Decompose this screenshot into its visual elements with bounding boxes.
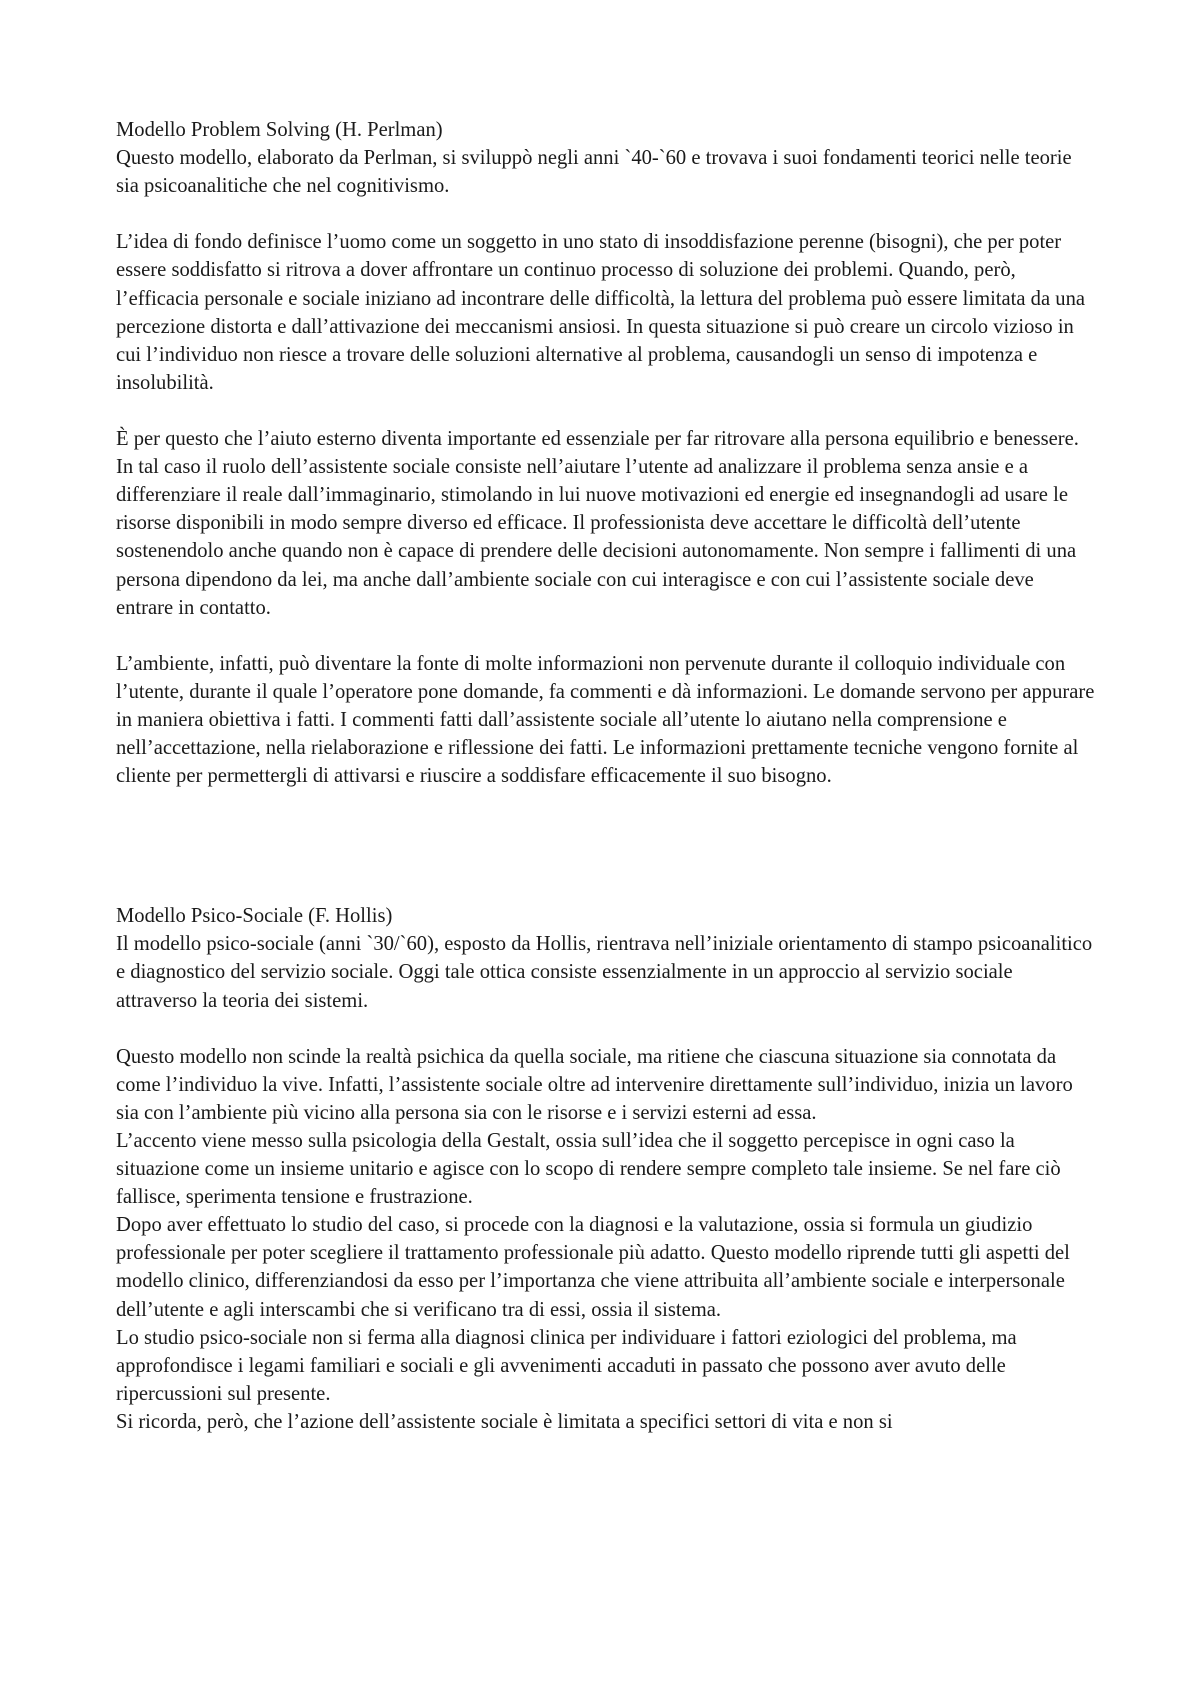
- paragraph: È per questo che l’aiuto esterno diventa importante ed essenziale per far ritrovare alla persona equilibrio e benessere. In tal caso il ruolo dell’assistente sociale consiste nell’aiutare l’utente ad analizzare il problema senza ansie e a differenziare il reale dall’immaginario, stimolando in lui nuove motivazioni ed energie ed insegnandogli ad usare le risorse disponibili in modo sempre diverso ed efficace. Il professionista deve accettare le difficoltà dell’utente sostenendolo anche quando non è capace di prendere delle decisioni autonomamente. Non sempre i fallimenti di una persona dipendono da lei, ma anche dall’ambiente sociale con cui interagisce e con cui l’assistente sociale deve entrare in contatto.: [116, 428, 1079, 619]
- paragraph: Il modello psico-sociale (anni `30/`60), esposto da Hollis, rientrava nell’iniziale orientamento di stampo psicoanalitico e diagnostico del servizio sociale. Oggi tale ottica consiste essenzialmente in un approccio al servizio sociale attraverso la teoria dei sistemi.: [116, 933, 1093, 1012]
- document-body: [116, 116, 1096, 1436]
- paragraph: Dopo aver effettuato lo studio del caso, si procede con la diagnosi e la valutazione, ossia si formula un giudizio professionale per poter scegliere il trattamento professionale più adatto. Questo modello riprende tutti gli aspetti del modello clinico, differenziandosi da esso per l’importanza che viene attribuita all’ambiente sociale e interpersonale dell’utente e agli interscambi che si verificano tra di essi, ossia il sistema.: [116, 1214, 1070, 1321]
- paragraph: L’accento viene messo sulla psicologia della Gestalt, ossia sull’idea che il soggetto percepisce in ogni caso la situazione come un insieme unitario e agisce con lo scopo di rendere sempre completo tale insieme. Se nel fare ciò fallisce, sperimenta tensione e frustrazione.: [116, 1130, 1061, 1209]
- paragraph: Questo modello non scinde la realtà psichica da quella sociale, ma ritiene che ciascuna situazione sia connotata da come l’individuo la vive. Infatti, l’assistente sociale oltre ad intervenire direttamente sull’individuo, inizia un lavoro sia con l’ambiente più vicino alla persona sia con le risorse e i servizi esterni ad essa.: [116, 1045, 1073, 1124]
- paragraph: Lo studio psico-sociale non si ferma alla diagnosi clinica per individuare i fattori eziologici del problema, ma approfondisce i legami familiari e sociali e gli avvenimenti accaduti in passato che possono aver avuto delle ripercussioni sul presente.: [116, 1326, 1017, 1405]
- paragraph: Si ricorda, però, che l’azione dell’assistente sociale è limitata a specifici settori di vita e non si: [116, 1410, 893, 1433]
- paragraph-spacer: [116, 397, 1096, 425]
- paragraph-spacer: [116, 200, 1096, 228]
- section-spacer: [116, 790, 1096, 902]
- section-title-psico-sociale: Modello Psico-Sociale (F. Hollis): [116, 905, 393, 928]
- paragraph-spacer: [116, 1015, 1096, 1043]
- paragraph-spacer: [116, 622, 1096, 650]
- paragraph: L’ambiente, infatti, può diventare la fonte di molte informazioni non pervenute durante il colloquio individuale con l’utente, durante il quale l’operatore pone domande, fa commenti e dà informazioni. Le domande servono per appurare in maniera obiettiva i fatti. I commenti fatti dall’assistente sociale all’utente lo aiutano nella comprensione e nell’accettazione, nella rielaborazione e riflessione dei fatti. Le informazioni prettamente tecniche vengono fornite al cliente per permettergli di attivarsi e riuscire a soddisfare efficacemente il suo bisogno.: [116, 652, 1095, 788]
- paragraph: Questo modello, elaborato da Perlman, si sviluppò negli anni `40-`60 e trovava i suoi fondamenti teorici nelle teorie sia psicoanalitiche che nel cognitivismo.: [116, 147, 1072, 198]
- section-title-problem-solving: Modello Problem Solving (H. Perlman): [116, 119, 443, 141]
- paragraph: L’idea di fondo definisce l’uomo come un soggetto in uno stato di insoddisfazione perenne (bisogni), che per poter essere soddisfatto si ritrova a dover affrontare un continuo processo di soluzione dei problemi. Quando, però, l’efficacia personale e sociale iniziano ad incontrare delle difficoltà, la lettura del problema può essere limitata da una percezione distorta e dall’attivazione dei meccanismi ansiosi. In questa situazione si può creare un circolo vizioso in cui l’individuo non riesce a trovare delle soluzioni alternative al problema, causandogli un senso di impotenza e insolubilità.: [116, 231, 1086, 394]
